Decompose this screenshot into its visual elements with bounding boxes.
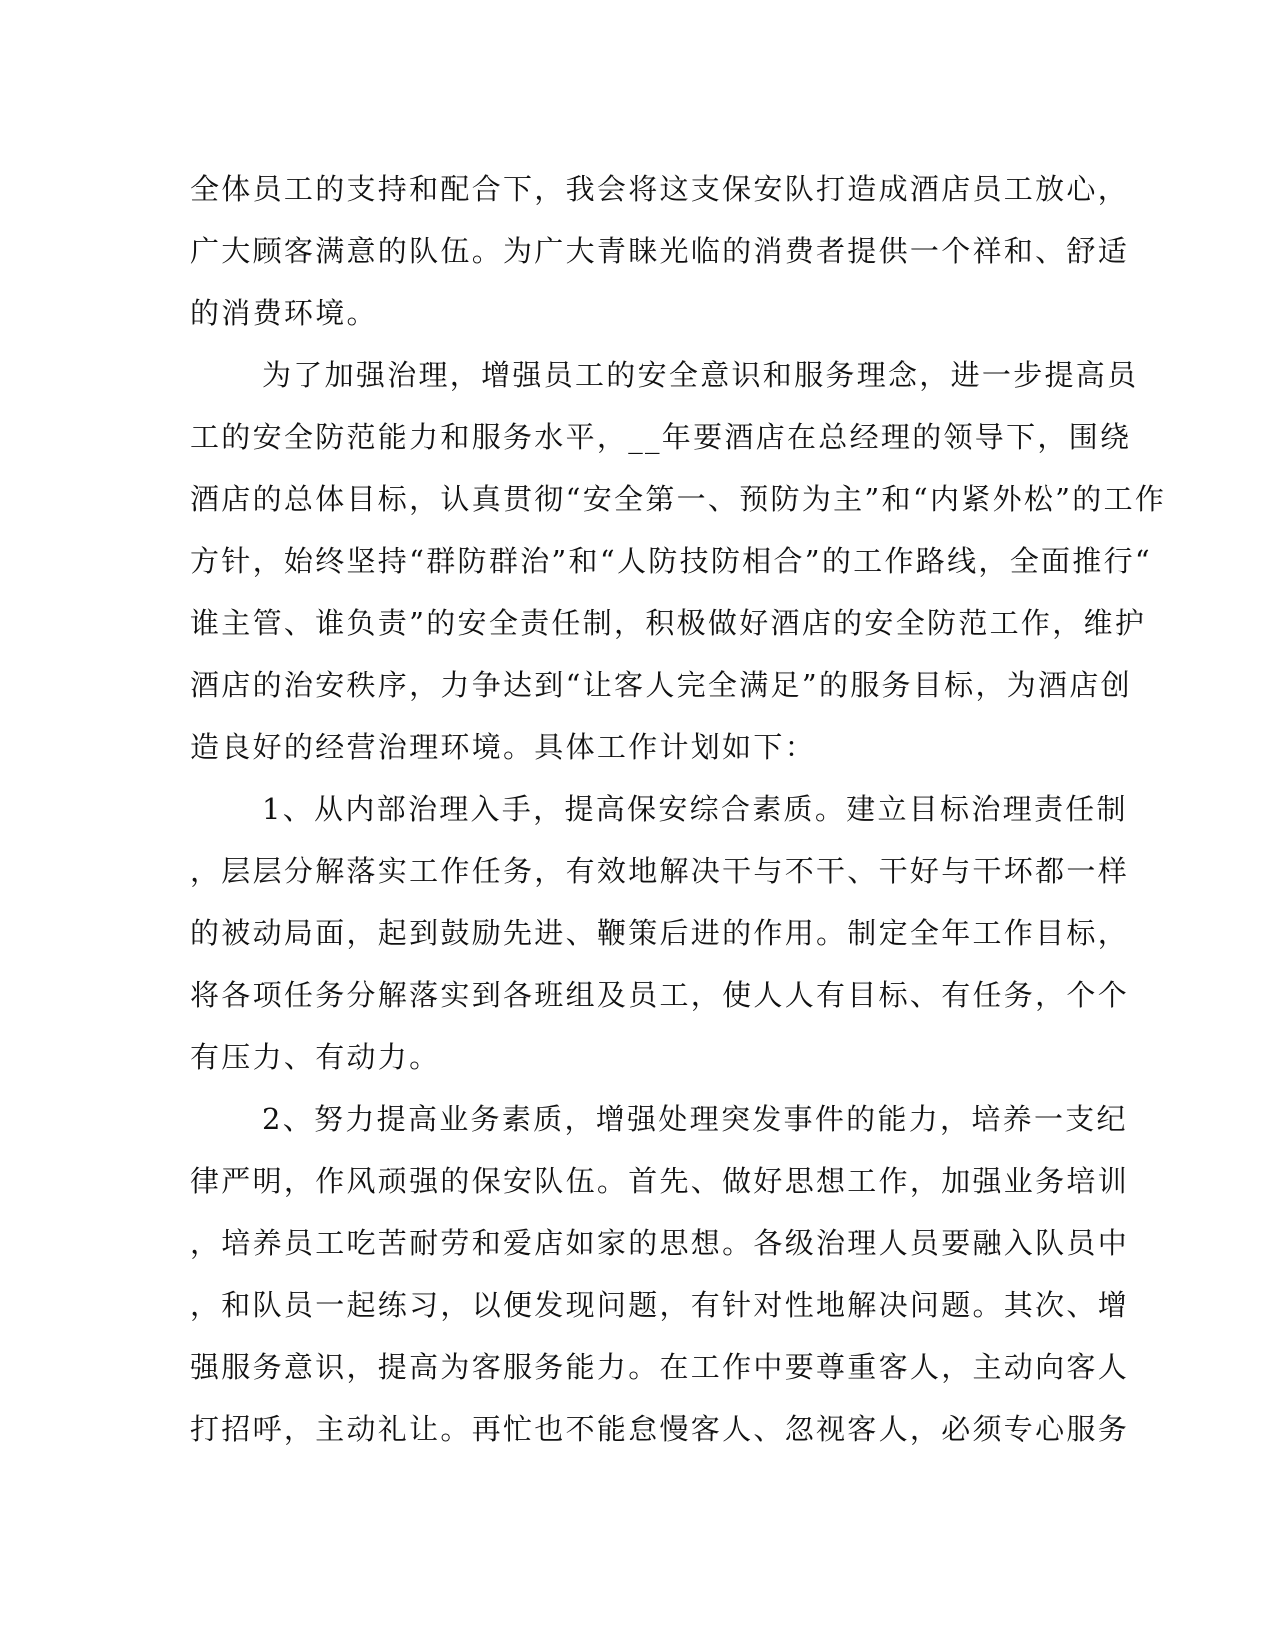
text-line-4: 为了加强治理，增强员工的安全意识和服务理念，进一步提高员 <box>262 358 1139 392</box>
text-line-5: 工的安全防范能力和服务水平，__年要酒店在总经理的领导下，围绕 <box>190 420 1132 454</box>
text-line-15: 有压力、有动力。 <box>190 1040 441 1074</box>
document-body <box>190 158 1167 1460</box>
text-line-19: ，和队员一起练习，以便发现问题，有针对性地解决问题。其次、增 <box>190 1288 1130 1322</box>
text-line-17: 律严明，作风顽强的保安队伍。首先、做好思想工作，加强业务培训 <box>190 1164 1130 1198</box>
text-line-16: 2、努力提高业务素质，增强处理突发事件的能力，培养一支纪 <box>262 1102 1128 1136</box>
text-line-21: 打招呼，主动礼让。再忙也不能怠慢客人、忽视客人，必须专心服务 <box>190 1412 1130 1446</box>
text-line-1: 全体员工的支持和配合下，我会将这支保安队打造成酒店员工放心， <box>190 172 1130 206</box>
text-line-9: 酒店的治安秩序，力争达到“让客人完全满足”的服务目标，为酒店创 <box>190 668 1132 702</box>
text-line-10: 造良好的经营治理环境。具体工作计划如下： <box>190 730 817 764</box>
text-line-7: 方针，始终坚持“群防群治”和“人防技防相合”的工作路线，全面推行“ <box>190 544 1153 578</box>
text-line-11: 1、从内部治理入手，提高保安综合素质。建立目标治理责任制 <box>262 792 1128 826</box>
text-line-12: ，层层分解落实工作任务，有效地解决干与不干、干好与干坏都一样 <box>190 854 1130 888</box>
text-line-13: 的被动局面，起到鼓励先进、鞭策后进的作用。制定全年工作目标， <box>190 916 1130 950</box>
text-line-8: 谁主管、谁负责”的安全责任制，积极做好酒店的安全防范工作，维护 <box>190 606 1147 640</box>
text-line-2: 广大顾客满意的队伍。为广大青睐光临的消费者提供一个祥和、舒适 <box>190 234 1130 268</box>
text-line-14: 将各项任务分解落实到各班组及员工，使人人有目标、有任务，个个 <box>190 978 1130 1012</box>
text-line-20: 强服务意识，提高为客服务能力。在工作中要尊重客人，主动向客人 <box>190 1350 1130 1384</box>
text-line-3: 的消费环境。 <box>190 296 378 330</box>
text-line-6: 酒店的总体目标，认真贯彻“安全第一、预防为主”和“内紧外松”的工作 <box>190 482 1167 516</box>
text-line-18: ，培养员工吃苦耐劳和爱店如家的思想。各级治理人员要融入队员中 <box>190 1226 1130 1260</box>
